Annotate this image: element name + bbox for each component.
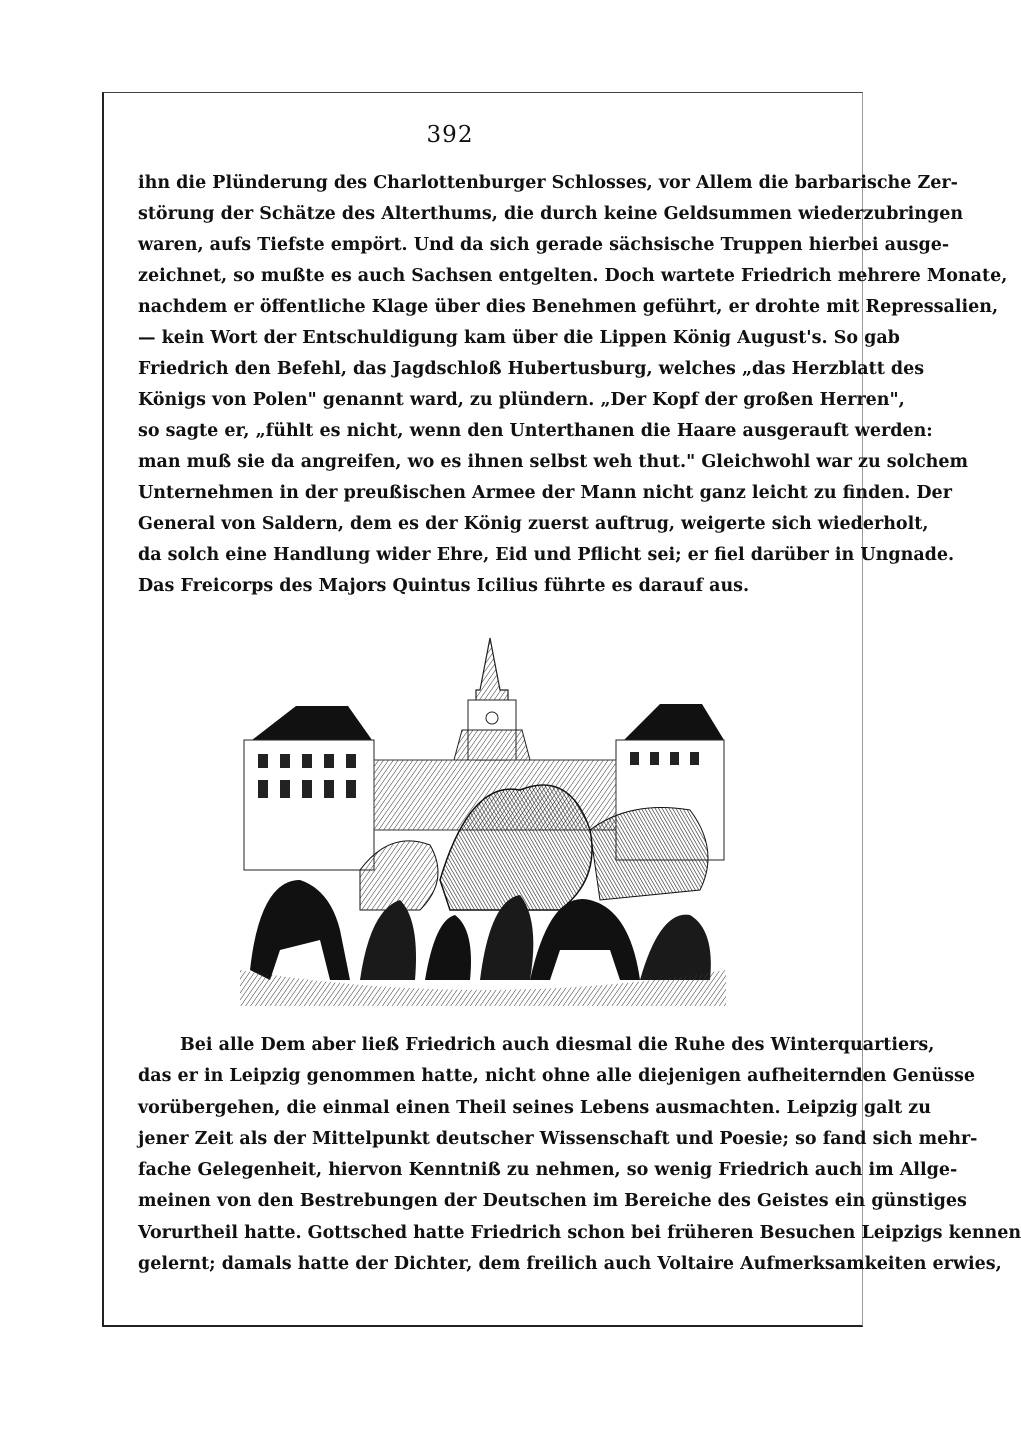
text-line: ihn die Plünderung des Charlottenburger Schlosses, vor Allem die barbarische Zer-	[138, 173, 958, 193]
engraving-illustration	[240, 630, 726, 1006]
text-line: Vorurtheil hatte. Gottsched hatte Friedrich schon bei früheren Besuchen Leipzigs kennen	[138, 1222, 1021, 1243]
paragraph-1	[138, 168, 1008, 602]
paragraph-2	[138, 1030, 1021, 1280]
text-line: so sagte er, „fühlt es nicht, wenn den Unterthanen die Haare ausgerauft werden:	[138, 421, 933, 441]
text-line: Bei alle Dem aber ließ Friedrich auch diesmal die Ruhe des Winterquartiers,	[180, 1035, 935, 1055]
text-line: nachdem er öffentliche Klage über dies Benehmen geführt, er drohte mit Repressalien,	[138, 297, 999, 317]
text-line: störung der Schätze des Alterthums, die durch keine Geldsummen wiederzubringen	[138, 204, 964, 224]
text-line: fache Gelegenheit, hiervon Kenntniß zu nehmen, so wenig Friedrich auch im Allge-	[138, 1160, 958, 1181]
text-line: Unternehmen in der preußischen Armee der Mann nicht ganz leicht zu finden. Der	[138, 483, 952, 503]
text-line: zeichnet, so mußte es auch Sachsen entgelten. Doch wartete Friedrich mehrere Monate,	[138, 266, 1008, 286]
page-number: 392	[426, 122, 474, 148]
text-line: vorübergehen, die einmal einen Theil seines Lebens ausmachten. Leipzig galt zu	[138, 1097, 931, 1118]
text-line: das er in Leipzig genommen hatte, nicht ohne alle diejenigen aufheiternden Genüsse	[138, 1066, 975, 1087]
text-line: Das Freicorps des Majors Quintus Icilius führte es darauf aus.	[138, 576, 750, 596]
text-line: meinen von den Bestrebungen der Deutschen im Bereiche des Geistes ein günstiges	[138, 1191, 967, 1212]
text-line: gelernt; damals hatte der Dichter, dem freilich auch Voltaire Aufmerksamkeiten erwies,	[138, 1254, 1002, 1275]
text-line: General von Saldern, dem es der König zuerst auftrug, weigerte sich wiederholt,	[138, 514, 929, 534]
engraving-plundering-hubertusburg-icon	[240, 630, 726, 1006]
text-line: man muß sie da angreifen, wo es ihnen selbst weh thut." Gleichwohl war zu solchem	[138, 452, 968, 472]
text-line: waren, aufs Tiefste empört. Und da sich gerade sächsische Truppen hierbei ausge-	[138, 235, 950, 255]
text-line: Friedrich den Befehl, das Jagdschloß Hubertusburg, welches „das Herzblatt des	[138, 359, 925, 379]
text-line: da solch eine Handlung wider Ehre, Eid und Pflicht sei; er fiel darüber in Ungnade.	[138, 545, 955, 565]
text-line: — kein Wort der Entschuldigung kam über die Lippen König August's. So gab	[138, 328, 900, 348]
text-line: Königs von Polen" genannt ward, zu plündern. „Der Kopf der großen Herren",	[138, 390, 905, 410]
text-line: jener Zeit als der Mittelpunkt deutscher Wissenschaft und Poesie; so fand sich mehr-	[138, 1128, 978, 1149]
